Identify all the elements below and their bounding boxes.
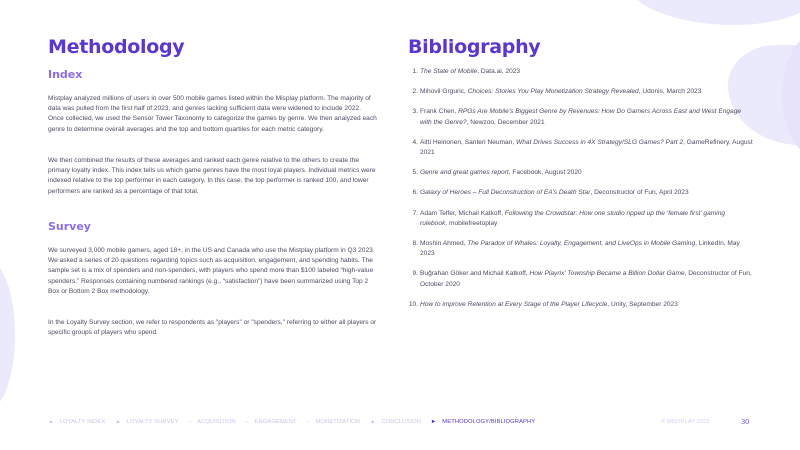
triangle-up-icon: ▲ bbox=[48, 419, 54, 425]
nav-conclusion[interactable]: ▲ CONCLUSION bbox=[369, 419, 422, 425]
triangle-up-icon: ▲ bbox=[369, 419, 376, 425]
bibliography-item: 3. Frank Chen, RPGs Are Mobile’s Biggest Genre by Revenues: How Do Gamers Across East and West Engage with the Genre?, Newzoo, December 2021 bbox=[412, 108, 742, 126]
nav-acquisition[interactable]: – ACQUISITION bbox=[188, 419, 236, 425]
footer-section-nav bbox=[48, 419, 543, 425]
index-paragraph-1: Mistplay analyzed millions of users in over 500 mobile games listed within the Misplay platform. The majority of data was pulled from the first half of 2023, and genres lacking sufficient data were widened to include 2022. Once collected, we used the Sensor Tower Taxonomy to categorize the games by genre. We then analyzed each genre to determine overall averages and the top and bottom quartiles for each metric category. bbox=[48, 95, 377, 133]
index-heading: Index bbox=[48, 68, 83, 81]
dash-icon: – bbox=[306, 419, 310, 425]
bibliography-item: 1. The State of Mobile, Data.ai, 2023 bbox=[412, 68, 521, 75]
survey-heading: Survey bbox=[48, 220, 91, 233]
nav-loyalty-survey[interactable]: ▲ LOYALTY SURVEY bbox=[115, 419, 179, 425]
bibliography-item: 8. Moshin Ahmed, The Paradox of Whales: Loyalty, Engagement, and LiveOps in Mobile Gaming, LinkedIn, May 2023 bbox=[412, 240, 740, 258]
dash-icon: – bbox=[188, 419, 192, 425]
triangle-right-icon: ► bbox=[430, 419, 437, 425]
nav-loyalty-index[interactable]: ▲ LOYALTY INDEX bbox=[48, 419, 106, 425]
triangle-up-icon: ▲ bbox=[115, 419, 121, 425]
nav-methodology-bibliography[interactable]: ► METHODOLOGY/BIBLIOGRAPHY bbox=[430, 419, 536, 425]
bibliography-item: 10. How to improve Retention at Every Stage of the Player Lifecycle, Unity, September 2023 bbox=[408, 300, 678, 308]
page-number: 30 bbox=[741, 417, 750, 426]
survey-paragraph-2: In the Loyalty Survey section, we refer to respondents as "players" or "spenders," referring to either all players or specific groups of players who spend. bbox=[48, 319, 377, 337]
bibliography-item: 4. Aitti Heinonen, Santeri Neuman, What Drives Success in 4X Strategy/SLG Games? Part 2, GameRefinery, August 2021 bbox=[412, 138, 753, 157]
copyright-text: © MISTPLAY 2023 bbox=[661, 419, 710, 425]
bibliography-item: 5. Genre and great games report, Facebook, August 2020 bbox=[412, 169, 582, 177]
bibliography-item: 9. Buğrahan Göker and Michail Katkoff, How Playrix’ Township Became a Billion Dollar Game, Deconstructor of Fun, October 2020 bbox=[412, 270, 752, 288]
bibliography-item: 7. Adam Telfer, Michail Katkoff, Following the Crowdstar: How one studio ripped up the ‘female first’ gaming rulebook, mobilefreetoplay bbox=[412, 209, 726, 227]
nav-monetization[interactable]: – MONETIZATION bbox=[306, 419, 361, 425]
bibliography-item: 2. Mihovil Grguric, Choices: Stories You Play Monetization Strategy Revealed, Udonis, March 2023 bbox=[412, 88, 702, 96]
bibliography-title: Bibliography bbox=[408, 36, 541, 58]
survey-paragraph-1: We surveyed 3,000 mobile gamers, aged 18+, in the US and Canada who use the Mistplay platform in Q3 2023. We asked a series of 20 questions regarding topics such as acquisition, engagement, and spending habits. The sample set is a mix of spenders and non-spenders, with players who spend more than $100 labeled “high-value spenders.” Responses containing numbered rankings (e.g., “satisfaction”) have been summarized using Top 2 Box or Bottom 2 Box methodology. bbox=[48, 247, 375, 295]
bibliography-list bbox=[408, 67, 753, 310]
methodology-title: Methodology bbox=[48, 36, 185, 58]
bibliography-item: 6. Galaxy of Heroes – Full Deconstruction of EA’s Death Star, Deconstructor of Fun, April 2023 bbox=[412, 189, 689, 197]
dash-icon: – bbox=[245, 419, 249, 425]
index-paragraph-2: We then combined the results of these averages and ranked each genre relative to the others to create the primary loyalty index. This index tells us which game genres have the most loyal players. Individual metrics were indexed relative to the top performer in each category. In this case, the top performer is ranked 100, and lower performers are ranked as a percentage of that total. bbox=[48, 157, 376, 195]
nav-engagement[interactable]: – ENGAGEMENT bbox=[245, 419, 297, 425]
